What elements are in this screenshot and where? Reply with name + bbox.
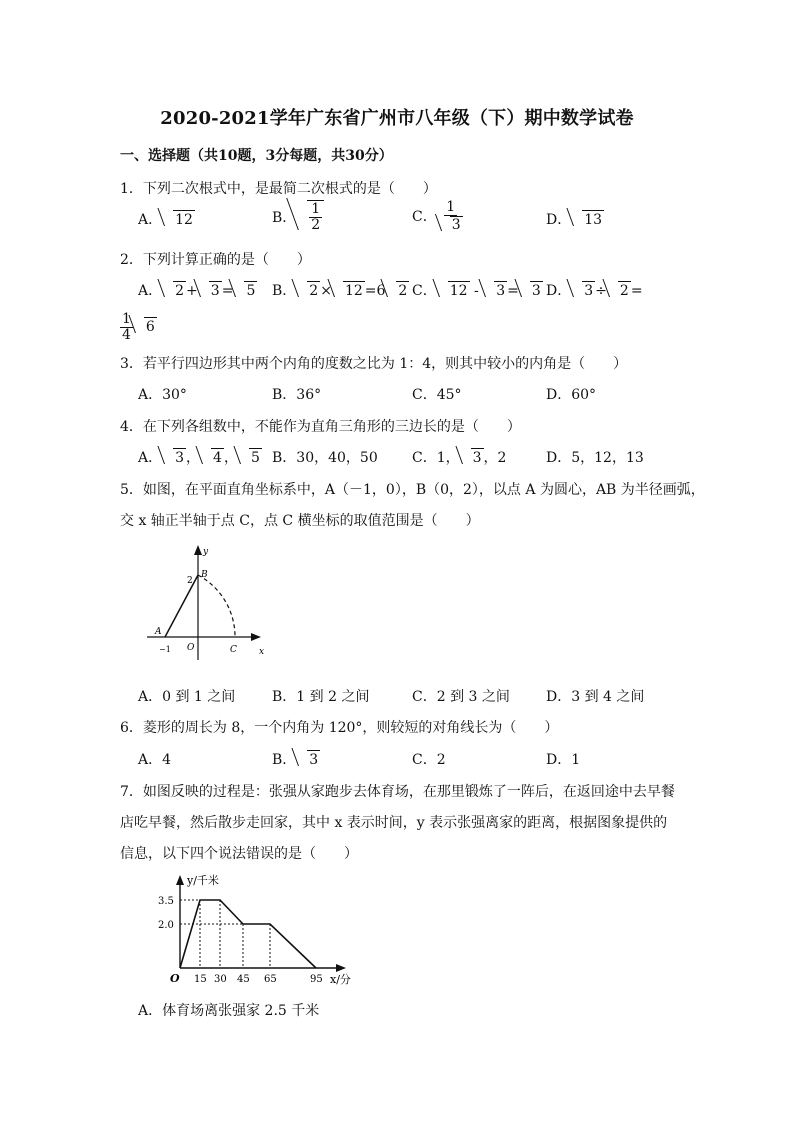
q4-option-c	[412, 447, 506, 467]
q7-ytick-20: 2.0	[158, 920, 174, 931]
q1-a-radical	[164, 210, 195, 228]
q2-b-r1: 2	[309, 283, 319, 299]
q1-c-num: 1	[446, 199, 456, 215]
q2-d-r2: 2	[619, 283, 629, 299]
q2-option-d-continued	[120, 312, 157, 342]
q2-option-c	[412, 280, 543, 300]
q6-option-b	[272, 749, 320, 769]
q4-a-r2: 4	[213, 450, 222, 466]
question-5-stem-line1: 5．如图，在平面直角坐标系中，A（－1，0），B（0，2），以点 A 为圆心，AB 为半径画弧，	[120, 482, 705, 498]
question-3-stem: 3．若平行四边形其中两个内角的度数之比为 1：4，则其中较小的内角是（ ）	[120, 356, 628, 372]
q5-arc-bc	[198, 575, 235, 637]
q7-xtick-65: 65	[264, 974, 277, 985]
q7-y-arrow	[176, 875, 184, 885]
q2-a-r1: 2	[175, 283, 185, 299]
q4-c-prefix: C．1，	[412, 450, 460, 466]
q5-a-label: A	[155, 627, 162, 637]
q2-c-r1: 12	[449, 283, 468, 299]
q2-b-r2: 12	[344, 283, 363, 299]
q2-c-r2: 3	[496, 283, 506, 299]
q5-segment-ab	[165, 575, 198, 637]
q1-b-fraction	[309, 202, 322, 232]
question-7-stem-line2: 店吃早餐，然后散步走回家，其中 x 表示时间，y 表示张强离家的距离，根据图象提供的	[120, 815, 668, 831]
q5-y-label: y	[203, 547, 209, 557]
q6-b-prefix: B．	[272, 752, 297, 768]
q5-o-label: O	[187, 643, 195, 653]
q1-option-d	[546, 209, 604, 229]
q7-option-a: A．体育场离张强家 2.5 千米	[138, 1003, 320, 1019]
q3-option-d: D．60°	[546, 387, 597, 403]
q2-d-frac-num: 1	[122, 311, 131, 327]
q6-option-d: D．1	[546, 752, 581, 768]
q1-b-den: 2	[311, 216, 321, 233]
question-7-stem-line3: 信息，以下四个说法错误的是（ ）	[120, 846, 358, 862]
q2-a-r2: 3	[210, 283, 220, 299]
q1-d-radicand: 13	[584, 212, 603, 228]
q4-a-r3: 5	[250, 450, 260, 466]
question-6-stem: 6．菱形的周长为 8，一个内角为 120°，则较短的对角线长为（ ）	[120, 720, 559, 736]
q2-c-prefix: C．	[412, 283, 437, 299]
question-7-stem-line1: 7．如图反映的过程是：张强从家跑步去体育场，在那里锻炼了一阵后，在返回途中去早餐	[120, 784, 675, 800]
q1-b-num: 1	[311, 201, 321, 217]
q2-c-eq: =	[507, 283, 519, 299]
q5-x-arrow	[251, 633, 261, 641]
q2-d-r1: 3	[584, 283, 594, 299]
q2-a-r3: 5	[246, 283, 256, 299]
section-heading: 一、选择题（共10题，3分每题，共30分）	[120, 148, 393, 164]
q3-option-c: C．45°	[412, 387, 462, 403]
q1-b-radical	[298, 200, 324, 232]
q2-c-op: -	[469, 283, 484, 299]
q5-y-arrow	[194, 545, 202, 555]
q2-b-op: ×	[320, 283, 332, 299]
q6-b-rad: 3	[309, 752, 319, 768]
q2-d-eq: =	[630, 283, 643, 299]
q2-option-d	[546, 280, 643, 300]
q4-option-d: D．5，12，13	[546, 450, 644, 466]
q7-x-arrow	[336, 964, 346, 972]
q2-b-prefix: B．	[272, 283, 297, 299]
question-2-stem: 2．下列计算正确的是（ ）	[120, 252, 311, 268]
question-5-stem-line2: 交 x 轴正半轴于点 C，点 C 横坐标的取值范围是（ ）	[120, 513, 480, 529]
q1-c-prefix: C．	[412, 209, 437, 226]
q7-y-label: y/千米	[187, 874, 219, 887]
q7-xtick-45: 45	[237, 974, 250, 985]
question-1-stem: 1．下列二次根式中，是最简二次根式的是（ ）	[120, 181, 437, 197]
q4-a-r1: 3	[175, 450, 185, 466]
q7-xtick-95: 95	[310, 974, 323, 985]
q2-d-prefix: D．	[546, 283, 572, 299]
q2-c-r3: 3	[531, 283, 541, 299]
q5-option-b: B．1 到 2 之间	[272, 689, 370, 705]
q1-option-c	[412, 200, 465, 232]
q2-d-frac-den: 4	[122, 326, 131, 343]
q2-option-b	[272, 280, 409, 300]
q4-a-prefix: A．	[138, 450, 163, 466]
q1-c-den-radicand: 3	[451, 216, 461, 233]
q5-c-label: C	[230, 645, 237, 655]
q7-ytick-35: 3.5	[158, 896, 174, 907]
q7-xtick-15: 15	[194, 974, 207, 985]
q1-b-prefix: B．	[272, 210, 297, 227]
q5-option-a: A．0 到 1 之间	[138, 689, 236, 705]
q5-option-c: C．2 到 3 之间	[412, 689, 510, 705]
exam-title: 2020-2021学年广东省广州市八年级（下）期中数学试卷	[160, 108, 634, 129]
q2-a-prefix: A．	[138, 283, 163, 299]
q5-two-label: 2	[187, 576, 193, 586]
q5-neg1-label: −1	[159, 645, 171, 654]
q3-option-a: A．30°	[138, 387, 187, 403]
q4-c-suffix: ，2	[483, 450, 507, 466]
question-4-stem: 4．在下列各组数中，不能作为直角三角形的三边长的是（ ）	[120, 419, 521, 435]
q2-d-op: ÷	[595, 283, 607, 299]
q2-b-eq: =6	[364, 283, 386, 299]
q2-a-op: +	[186, 283, 198, 299]
q4-c-rad: 3	[472, 450, 482, 466]
q7-distance-time-graph	[150, 870, 365, 988]
q7-x-label: x/分	[330, 973, 351, 986]
q6-option-c: C．2	[412, 752, 446, 768]
q1-a-radicand: 12	[175, 212, 193, 228]
q2-d-r3: 6	[145, 319, 155, 336]
q1-option-a	[138, 209, 195, 229]
q5-option-d: D．3 到 4 之间	[546, 689, 645, 705]
q4-a-sep1: ，	[186, 450, 201, 466]
q6-option-a: A．4	[138, 752, 172, 768]
q4-option-b: B．30，40，50	[272, 450, 378, 466]
q1-a-prefix: A．	[138, 212, 163, 228]
q5-b-label: B	[201, 570, 208, 580]
q2-a-eq: =	[221, 283, 234, 299]
q1-d-prefix: D．	[546, 212, 572, 228]
q2-b-r3: 2	[398, 283, 408, 299]
q3-option-b: B．36°	[272, 387, 322, 403]
q4-a-sep2: ，	[223, 450, 238, 466]
q7-origin-label: O	[170, 972, 180, 985]
q5-coordinate-figure	[145, 540, 270, 660]
q1-c-fraction	[437, 200, 465, 232]
q4-option-a	[138, 447, 262, 467]
q5-x-label: x	[259, 647, 265, 657]
q7-xtick-30: 30	[214, 974, 227, 985]
q1-option-b	[272, 200, 324, 232]
q2-option-a	[138, 280, 257, 300]
